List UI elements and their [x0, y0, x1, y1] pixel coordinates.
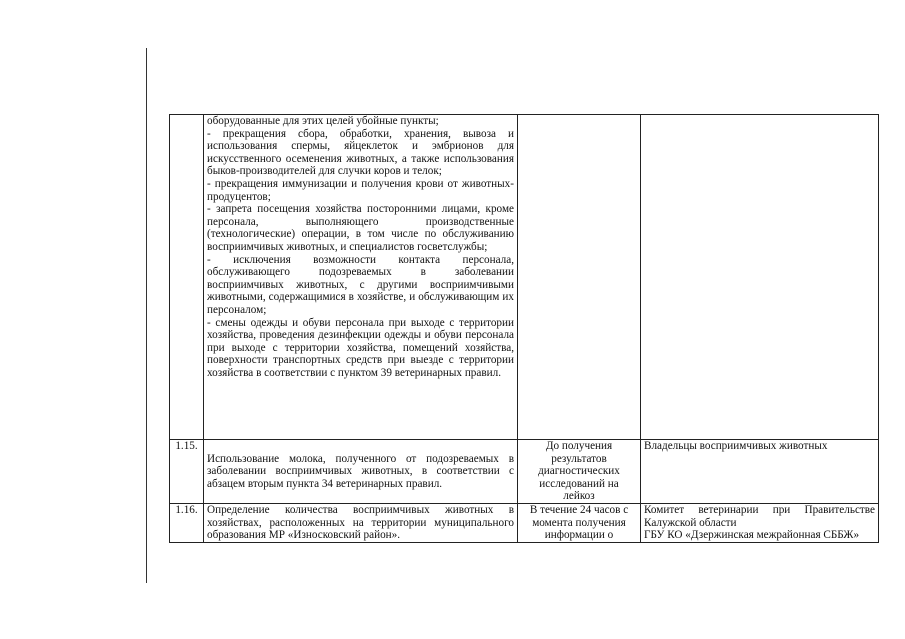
term-line: лейкоз — [563, 490, 595, 503]
responsible-cell — [641, 115, 879, 440]
row-number-cell: 1.15. — [170, 440, 204, 504]
action-paragraph: - запрета посещения хозяйства посторонними лицами, кроме персонала, выполняющего производственные (технологические) операции, в том числе по обслуживанию восприимчивых животных, и специалистов госветслужбы; — [207, 203, 514, 253]
action-paragraph: - прекращения сбора, обработки, хранения, вывоза и использования спермы, яйцеклеток и эмбрионов для искусственного осеменения животных, а также использования быков-производителей для случки коров и телок; — [207, 127, 514, 178]
action-paragraph: Использование молока, полученного от подозреваемых в заболевании восприимчивых животных, в соответствии с абзацем вторым пункта 34 ветеринарных правил. — [207, 452, 514, 490]
responsible-line: ГБУ КО «Дзержинская межрайонная СББЖ» — [644, 529, 860, 542]
row-number-cell: 1.16. — [170, 503, 204, 542]
term-cell — [518, 503, 641, 542]
action-paragraph: - прекращения иммунизации и получения крови от животных-продуцентов; — [207, 177, 514, 203]
action-paragraph: Определение количества восприимчивых животных в хозяйствах, расположенных на территории муниципального образования МР «Износковский район». — [207, 503, 514, 542]
binding-margin-line — [146, 48, 147, 583]
term-line: исследований на — [539, 477, 619, 490]
responsible-cell — [641, 503, 879, 542]
term-line: В течение 24 часов с — [529, 503, 629, 516]
term-cell — [518, 440, 641, 504]
measures-table — [169, 114, 879, 543]
term-cell — [518, 115, 641, 440]
term-line: момента получения — [532, 516, 626, 529]
table-row — [170, 440, 879, 504]
action-paragraph: - исключения возможности контакта персонала, обслуживающего подозреваемых в заболевании восприимчивых животных, с другими восприимчивыми животными, содержащимися в хозяйстве, и обслуживающим их персоналом; — [207, 253, 514, 316]
action-paragraph: - смены одежды и обуви персонала при выходе с территории хозяйства, проведения дезинфекции одежды и обуви персонала при выходе с территории хозяйства, помещений хозяйства, поверхности транспортных средств при выезде с территории хозяйства в соответствии с пунктом 39 ветеринарных правил. — [207, 316, 514, 379]
table-row — [170, 115, 879, 440]
responsible-cell — [641, 440, 879, 504]
action-cell — [204, 440, 518, 504]
term-line: диагностических — [538, 465, 620, 478]
term-line: До получения — [545, 440, 613, 452]
term-line: результатов — [551, 452, 607, 465]
responsible-line: Владельцы восприимчивых животных — [644, 440, 828, 452]
row-number-cell — [170, 115, 204, 440]
term-line: информации о — [544, 529, 614, 542]
table-row — [170, 503, 879, 542]
action-paragraph: оборудованные для этих целей убойные пункты; — [207, 115, 439, 127]
action-cell — [204, 503, 518, 542]
action-cell — [204, 115, 518, 440]
responsible-line: Комитет ветеринарии при Правительстве Калужской области — [644, 503, 875, 529]
